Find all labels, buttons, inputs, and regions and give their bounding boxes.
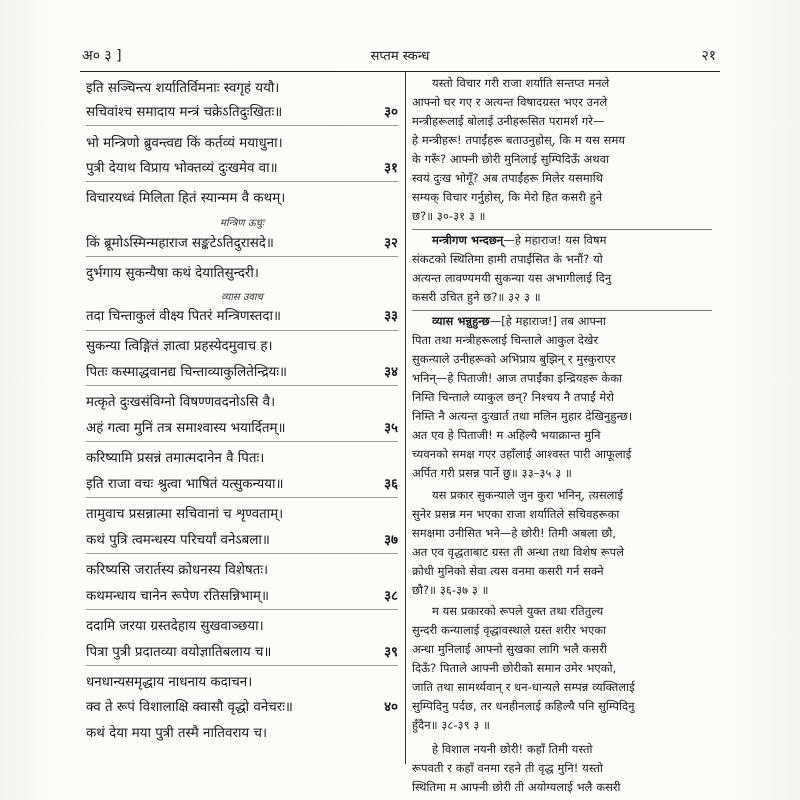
prose-line: दिऊँ? पिताले आफ्नी छोरीको समान उमेर भएको, (412, 661, 617, 675)
verse-line: सुकन्या त्विङ्गितं ज्ञात्वा प्रहस्येदमुवाच ह। (86, 339, 273, 354)
verse-rule (86, 497, 398, 498)
prose-line: जाति तथा सामर्थ्यवान् र धन-धान्यले सम्पन्न व्यक्तिलाई (412, 680, 635, 694)
prose-line: सुकन्याले उनीहरूको अभिप्राय बुझिन् र मुस्कुराएर (412, 352, 616, 366)
verse-rule (86, 609, 398, 610)
verse-line: इति सञ्चिन्त्य शर्यातिर्विमनाः स्वगृहं ययौ। (86, 81, 280, 96)
verse-line: किं ब्रूमोऽस्मिन्महाराज सङ्कटेऽतिदुरासदे॥ ३२ (86, 235, 398, 251)
verse-rule (86, 125, 398, 126)
verse-line: अहं गत्वा मुनिं तत्र समाश्वास्य भयार्दितम्॥ ३५ (86, 420, 398, 436)
verse-line: विचारयध्वं मिलिता हितं स्यान्मम वै कथम्। (86, 191, 286, 206)
verse-line: भो मन्त्रिणो ब्रुवन्त्वद्य किं कर्तव्यं मयाधुना। (86, 136, 283, 151)
verse-line: कथं देया मया पुत्री तस्मै नातिवराय च। (86, 726, 268, 741)
prose-line: व्यास भन्नुहुन्छ—[हे महाराज!] तब आफ्ना (432, 314, 606, 328)
verse-line: करिष्यसि जरार्तस्य क्रोधनस्य विशेषतः। (86, 563, 269, 578)
sanskrit-verses-column (86, 76, 398, 766)
speaker-label: व्यास भन्नुहुन्छ (432, 314, 490, 328)
speaker-vyasa: व्यास उवाच (221, 292, 263, 303)
prose-line: मन्त्रीगण भन्दछन्—हे महाराज! यस विषम (432, 233, 607, 247)
verse-line: तदा चिन्ताकुलं वीक्ष्य पितरं मन्त्रिणस्तदा॥ ३३ (86, 308, 398, 324)
chapter-marker: अ० ३ ] (82, 48, 122, 64)
prose-line: मन्त्रीहरूलाई बोलाई उनीहरूसित परामर्श गरे— (412, 114, 605, 128)
speaker-mantrina: मन्त्रिण ऊचुः (220, 218, 264, 229)
prose-line: समक्षमा उनीसित भने—हे छोरी! तिमी अबला छौ, (412, 526, 617, 540)
prose-line: निम्ति नै अत्यन्त दुःखार्त तथा मलिन मुहार देखिनुहुन्छ। (412, 409, 633, 423)
prose-line: आफ्नो घर गए र अत्यन्त विषादग्रस्त भएर उनले (412, 95, 608, 109)
prose-line: छ?॥ ३०-३१ ३ ॥ (412, 209, 486, 223)
prose-line: सुम्पिदिनु पर्दछ, तर धनहीनलाई कहिल्यै पनि सुम्पिदिनु (412, 699, 635, 713)
verse-line: कथं पुत्रि त्वमन्धस्य परिचर्यां वनेऽबला॥ ३७ (86, 532, 398, 548)
prose-line: स्वयं दुःख भोगूँ? अब तपाईंहरू मिलेर यसमाथि (412, 171, 604, 185)
prose-line: अत एव हे पिताजी! म अहिल्यै भयाक्रान्त मुनि (412, 428, 601, 442)
verse-rule (86, 441, 398, 442)
prose-line: यस प्रकार सुकन्याले जुन कुरा भनिन्, त्यसलाई (432, 488, 624, 502)
prose-line: अत्यन्त लावण्यमयी सुकन्या यस अभागीलाई दिनु (412, 271, 612, 285)
verse-line: ददामि जरया ग्रस्तदेहाय सुखवाञ्छया। (86, 619, 264, 634)
verse-line: मत्कृते दुःखसंविग्नो विषण्णवदनोऽसि वै। (86, 395, 276, 410)
prose-line: हे विशाल नयनी छोरी! कहाँ तिमी यस्तो (432, 742, 593, 756)
verse-rule (86, 553, 398, 554)
verse-line: सचिवांश्च समादाय मन्त्रं चक्रेऽतिदुःखितः॥ ३० (86, 104, 398, 120)
verse-line: धनधान्यसमृद्धाय नाधनाय कदाचन। (86, 675, 253, 690)
prose-line: निम्ति चिन्ताले व्याकुल छन्? निश्चय नै तपाईं मेरो (412, 390, 614, 404)
prose-line: हुँदैन॥ ३८-३९ ३ ॥ (412, 718, 491, 732)
verse-rule (86, 256, 398, 257)
prose-line: च्यवनको समक्ष गएर उहाँलाई आश्वस्त पारी आफूलाई (412, 447, 632, 461)
running-title: सप्तम स्कन्ध (370, 49, 430, 64)
prose-line: सुनेर प्रसन्न मन भएका राजा शर्यातिले सचिवहरूका (412, 507, 620, 521)
verse-line: दुर्भगाय सुकन्यैषा कथं देयातिसुन्दरी। (86, 266, 259, 281)
prose-line: के गरूँ? आफ्नी छोरी मुनिलाई सुम्पिदिऊँ अथवा (412, 152, 610, 166)
verse-rule (86, 181, 398, 182)
verse-line: तामुवाच प्रसन्नात्मा सचिवानां च शृण्वताम्। (86, 507, 284, 522)
prose-line: अन्धा मुनिलाई आफ्नो सुखका लागि भलै कसरी (412, 642, 607, 656)
verse-rule (86, 330, 398, 331)
verse-line: पित्रा पुत्री प्रदातव्या वयोज्ञातिबलाय च॥ ३९ (86, 644, 398, 660)
prose-line: क्रोधी मुनिको सेवा त्यस वनमा कसरी गर्न सक्ने (412, 564, 604, 578)
prose-line: सम्यक् विचार गर्नुहोस्, कि मेरो हित कसरी हुने (412, 190, 603, 204)
prose-line: रूपवती र कहाँ वनमा रहने ती वृद्ध मुनि! यस्तो (412, 761, 603, 775)
prose-line: अर्पित गरी प्रसन्न पार्ने छु॥ ३३–३५ ३ ॥ (412, 466, 572, 480)
prose-line: पिता तथा मन्त्रीहरूलाई चिन्ताले आकुल देखेर (412, 333, 599, 347)
prose-line: हे मन्त्रीहरू! तपाईंहरू बताउनुहोस्, कि म यस समय (412, 133, 626, 147)
prose-line: कसरी उचित हुने छ?॥ ३२ ३ ॥ (412, 290, 541, 304)
column-divider (405, 72, 406, 764)
verse-line: पितः कस्माद्धवानद्य चिन्ताव्याकुलितेन्द्रियः॥ ३४ (86, 364, 398, 380)
verse-line: इति राजा वचः श्रुत्वा भाषितं यत्सुकन्यया॥ ३६ (86, 476, 398, 492)
prose-line: म यस प्रकारको रूपले युक्त तथा रतितुल्य (432, 604, 604, 618)
verse-line: पुत्री देयाथ विप्राय भोक्तव्यं दुःखमेव वा॥ ३१ (86, 160, 398, 176)
prose-line: सुन्दरी कन्यालाई वृद्धावस्थाले ग्रस्त शरीर भएका (412, 623, 607, 637)
prose-line: संकटको स्थितिमा हामी तपाईंसित के भनौं? यो (412, 252, 603, 266)
page-number: २१ (701, 48, 716, 64)
translation-column-tail (412, 0, 712, 800)
verse-line: करिष्यामि प्रसन्नं तमात्मदानेन वै पितः। (86, 451, 265, 466)
verse-rule (86, 385, 398, 386)
prose-line: छौ?॥ ३६-३७ ३ ॥ (412, 583, 489, 597)
verse-rule (86, 665, 398, 666)
speaker-label: मन्त्रीगण भन्दछन् (432, 233, 504, 247)
prose-line: स्थितिमा म आफ्नी छोरी ती अयोग्यलाई भलै कसरी (412, 780, 621, 794)
prose-line: यस्तो विचार गरी राजा शर्याति सन्तप्त मनले (432, 76, 610, 90)
prose-line: भनिन्—हे पिताजी! आज तपाईंका इन्द्रियहरू केका (412, 371, 623, 385)
verse-line: क्व ते रूपं विशालाक्षि क्वासौ वृद्धो वनेचरः॥ ४० (86, 699, 398, 715)
verse-line: कथमन्धाय चानेन रूपेण रतिसन्निभाम्॥ ३८ (86, 588, 398, 604)
prose-line: अत एव वृद्धताबाट ग्रस्त ती अन्धा तथा विशेष रूपले (412, 545, 625, 559)
